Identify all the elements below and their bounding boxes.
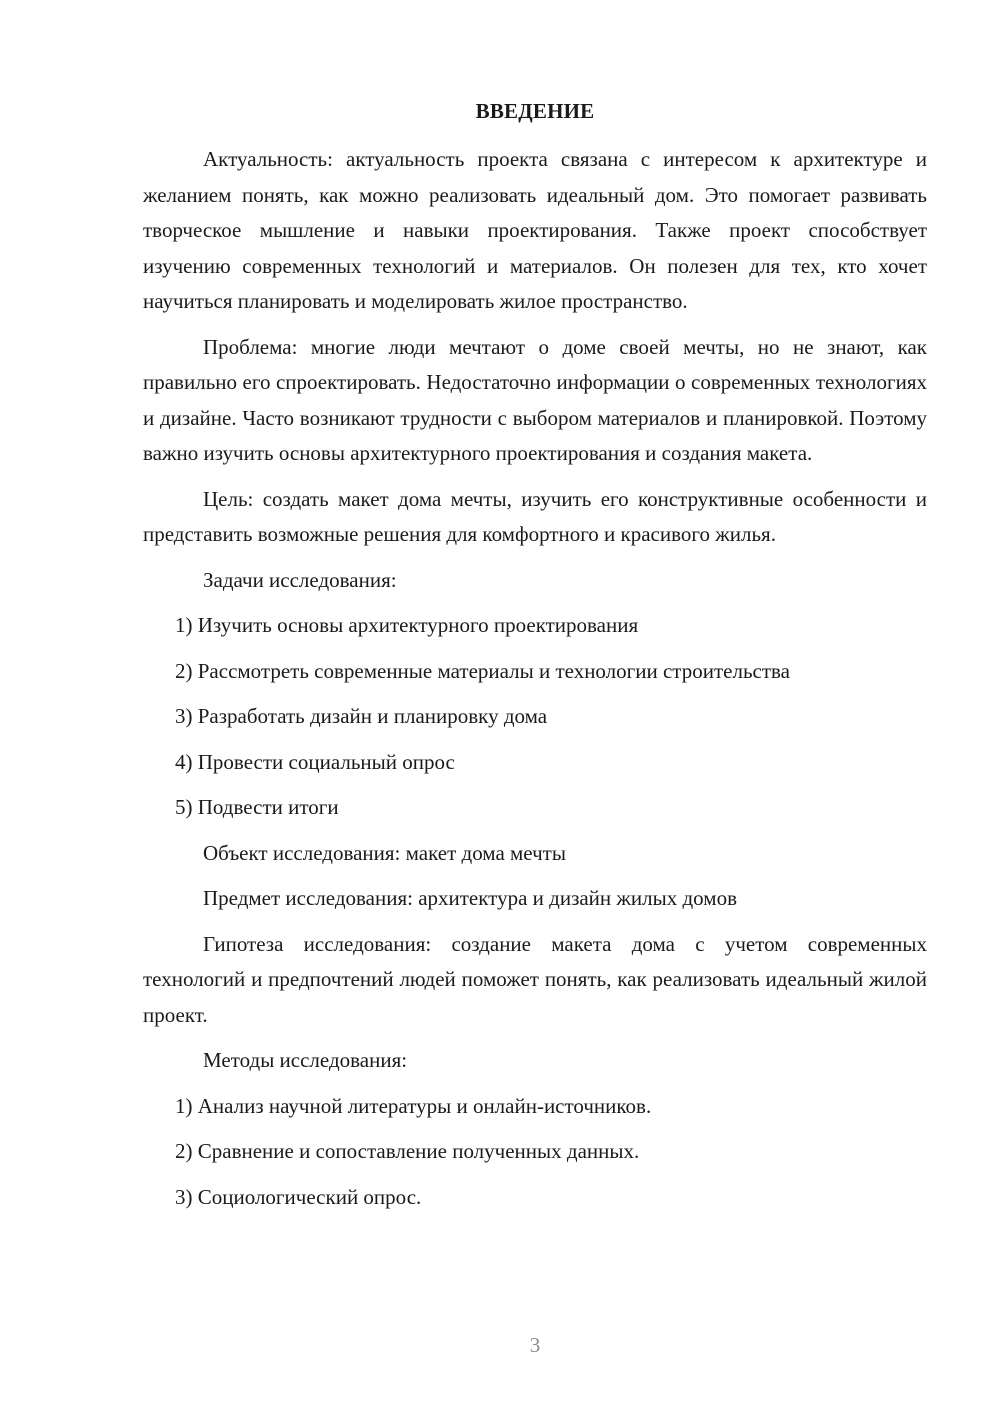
section-title: ВВЕДЕНИЕ — [475, 99, 595, 123]
list-item: 1) Изучить основы архитектурного проектирования — [175, 613, 639, 637]
list-item: 3) Разработать дизайн и планировку дома — [175, 704, 548, 728]
list-item: 5) Подвести итоги — [175, 795, 339, 819]
goal-paragraph: Цель: создать макет дома мечты, изучить его конструктивные особенности и представить возможные решения для комфортного и красивого жилья. — [143, 486, 927, 546]
tasks-heading: Задачи исследования: — [203, 567, 397, 592]
methods-heading: Методы исследования: — [203, 1048, 408, 1072]
subject-line: Предмет исследования: архитектура и дизайн жилых домов — [203, 886, 737, 910]
list-item: 2) Сравнение и сопоставление полученных данных. — [175, 1139, 640, 1163]
object-line: Объект исследования: макет дома мечты — [203, 840, 566, 865]
relevance-paragraph: Актуальность: актуальность проекта связана с интересом к архитектуре и желанием понять, как можно реализовать идеальный дом. Это помогает развивать творческое мышление и навыки проектирования. Также проект способствует изучению современных технологий и материалов. Он полезен для тех, кто хочет научиться планировать и моделировать жилое пространство. — [143, 147, 927, 313]
document-page — [143, 94, 927, 1225]
list-item: 4) Провести социальный опрос — [175, 749, 455, 774]
page-number: 3 — [529, 1333, 541, 1357]
problem-paragraph: Проблема: многие люди мечтают о доме своей мечты, но не знают, как правильно его спроектировать. Недостаточно информации о современных технологиях и дизайне. Часто возникают трудности с выбором материалов и планировкой. Поэтому важно изучить основы архитектурного проектирования и создания макета. — [143, 334, 927, 465]
list-item: 3) Социологический опрос. — [175, 1184, 422, 1209]
list-item: 1) Анализ научной литературы и онлайн-источников. — [175, 1093, 652, 1118]
tasks-list — [143, 608, 927, 826]
hypothesis-paragraph: Гипотеза исследования: создание макета дома с учетом современных технологий и предпочтений людей поможет понять, как реализовать идеальный жилой проект. — [143, 931, 927, 1027]
list-item: 2) Рассмотреть современные материалы и технологии строительства — [175, 658, 790, 683]
methods-list — [143, 1089, 927, 1216]
